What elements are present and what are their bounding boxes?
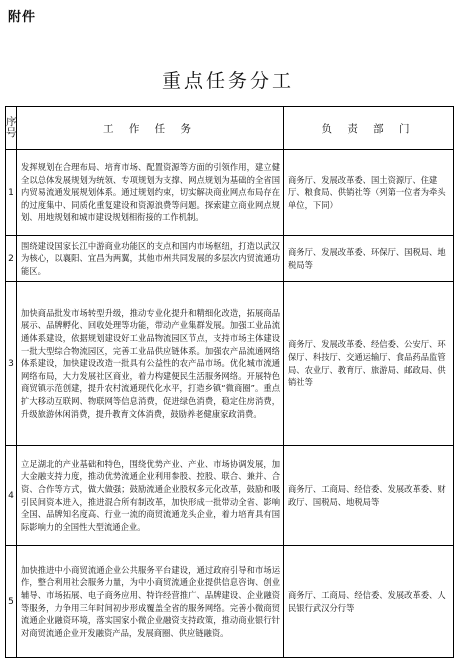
row-seq: 3 bbox=[6, 282, 17, 446]
row-task: 立足湖北的产业基础和特色，围绕优势产业、产业、市场协调发展，加大金融支持力度，推动优势流通企业利用参股、控股、联合、兼并、合资、合作等方式，做大做强；鼓励流通企业股权多元化改革，鼓励和吸引民间资本进入，推进混合所有制改革，加快形成一批带动全省、影响全国、品牌知名度高、行业一流的商贸流通龙头企业，着力培育具有国际影响力的全国性大型流通企业。 bbox=[17, 446, 284, 546]
table-header-row bbox=[6, 107, 454, 150]
header-seq: 序号 bbox=[6, 107, 17, 150]
task-division-table bbox=[5, 106, 454, 658]
row-dept: 商务厅、工商局、经信委、发展改革委、财政厅、国税局、地税局等 bbox=[284, 446, 454, 546]
header-dept: 负 责 部 门 bbox=[284, 107, 454, 150]
row-dept: 商务厅、工商局、经信委、发展改革委、人民银行武汉分行等 bbox=[284, 546, 454, 658]
row-dept: 商务厅、发展改革委、环保厅、国税局、地税局等 bbox=[284, 236, 454, 282]
table-row bbox=[6, 150, 454, 236]
row-task: 加快商品批发市场转型升级，推动专业化提升和精细化改造，拓展商品展示、品牌孵化、回收处理等功能，带动产业集群发展。加强工业品流通体系建设，依据规划建设好工业品物流园区节点，支持市场主体建设一批大型综合物流园区，完善工业品供应链体系。加强农产品流通网络体系建设，加快建设改造一批具有公益性的农产品市场。优化城市流通网络布局，大力发展社区商业，着力构建便民生活服务网络。开展特色商贸镇示范创建，提升农村流通现代化水平，打造乡镇“微商圈”。重点扩大移动互联网、物联网等信息消费，促进绿色消费，稳定住房消费，升级旅游休闲消费，提升教育文体消费，鼓励养老健康家政消费。 bbox=[17, 282, 284, 446]
row-dept: 商务厅、发展改革委、经信委、公安厅、环保厅、科技厅、交通运输厅、食品药品监管局、农业厅、教育厅、旅游局、邮政局、供销社等 bbox=[284, 282, 454, 446]
table-row bbox=[6, 446, 454, 546]
row-seq: 2 bbox=[6, 236, 17, 282]
row-task: 加快推进中小商贸流通企业公共服务平台建设，通过政府引导和市场运作，整合利用社会服务力量，为中小商贸流通企业提供信息咨询、创业辅导、市场拓展、电子商务应用、特许经营推广、品牌建设、企业融资等服务，力争用三年时间初步形成覆盖全省的服务网络。完善小微商贸流通企业融资环境，落实国家小微企业融资支持政策，推动商业银行针对商贸流通企业开发融资产品，发展商圈、供应链融资。 bbox=[17, 546, 284, 658]
row-seq: 1 bbox=[6, 150, 17, 236]
table-row bbox=[6, 282, 454, 446]
document-title: 重点任务分工 bbox=[161, 70, 294, 92]
row-dept: 商务厅、发展改革委、国土资源厅、住建厅、粮食局、供销社等（列第一位者为牵头单位，下同） bbox=[284, 150, 454, 236]
row-task: 围绕建设国家长江中游商业功能区的支点和国内市场枢纽，打造以武汉为核心，以襄阳、宜昌为两翼，其他市州共同发展的多层次内贸流通功能区。 bbox=[17, 236, 284, 282]
header-task: 工 作 任 务 bbox=[17, 107, 284, 150]
row-task: 发挥规划在合理布局、培育市场、配置资源等方面的引领作用，建立健全以总体发展规划为统领、专项规划为支撑、网点规划为基础的全省国内贸易流通发展规划体系。通过规划约束，切实解决商业网点布局存在的过度集中、同质化重复建设和资源浪费等问题。探索建立商业网点规划、用地规划和城市建设规划相衔接的工作机制。 bbox=[17, 150, 284, 236]
table-row bbox=[6, 236, 454, 282]
attachment-label: 附件 bbox=[8, 10, 37, 25]
row-seq: 4 bbox=[6, 446, 17, 546]
table-row bbox=[6, 546, 454, 658]
row-seq: 5 bbox=[6, 546, 17, 658]
